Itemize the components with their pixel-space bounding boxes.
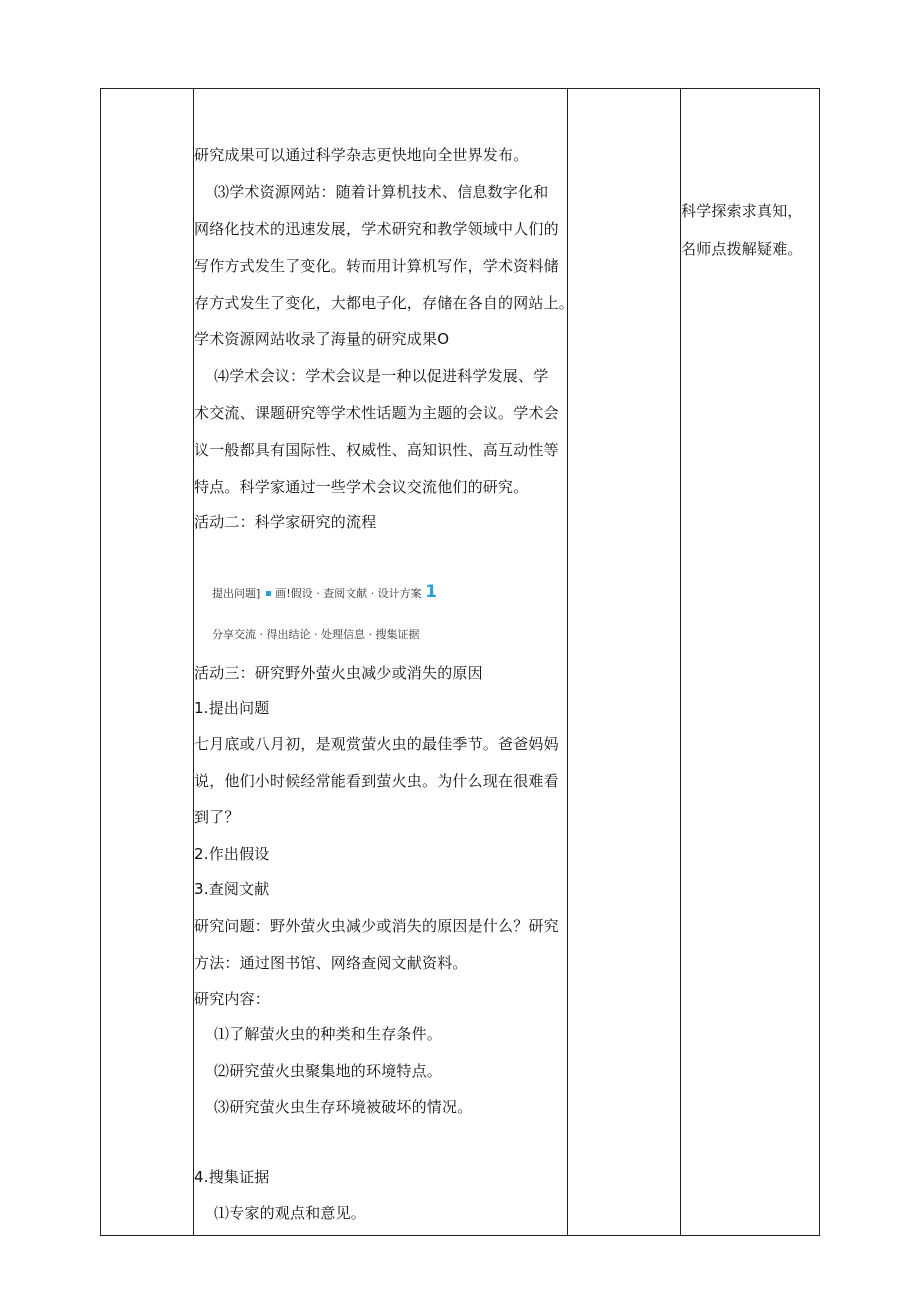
text-line: 到了？ [194,808,240,826]
flow-step-label: 提出问题] [212,587,261,600]
text-line: 方法：通过图书馆、网络查阅文献资料。 [194,954,468,972]
note-line: 名师点拨解疑难。 [681,240,803,258]
lesson-table [100,88,820,1236]
step-heading: 2.作出假设 [194,845,270,863]
text-line: 七月底或八月初，是观赏萤火虫的最佳季节。爸爸妈妈 [194,735,559,753]
text-line: 学术资源网站收录了海量的研究成果O [194,330,450,348]
text-line: 研究内容： [194,990,271,1008]
section-heading: 活动三：研究野外萤火虫减少或消失的原因 [194,664,483,682]
text-line: 术交流、课题研究等学术性话题为主题的会议。学术会 [194,404,559,422]
text-line: 研究成果可以通过科学杂志更快地向全世界发布。 [194,146,529,164]
list-item: ⑶研究萤火虫生存环境被破坏的情况。 [214,1098,473,1116]
note-line: 科学探索求真知， [681,202,803,220]
flow-diagram-row-2: 分享交流 · 得出结论 · 处理信息 · 搜集证据 [212,628,420,641]
text-line: 存方式发生了变化，大都电子化，存储在各自的网站上。 [194,294,575,312]
square-marker-icon [266,591,271,596]
flow-steps-label: 画!假设 · 查阅文献 · 设计方案 [275,587,422,600]
text-line: 说，他们小时候经常能看到萤火虫。为什么现在很难看 [194,772,559,790]
text-line: 研究问题：野外萤火虫减少或消失的原因是什么？研究 [194,917,559,935]
note-cell [681,89,819,1235]
flow-diagram-row-1 [212,582,437,602]
text-line: ⑶学术资源网站：随着计算机技术、信息数字化和 [214,183,549,201]
text-line: 议一般都具有国际性、权威性、高知识性、高互动性等 [194,441,559,459]
step-heading: 4.搜集证据 [194,1168,270,1186]
text-line: 写作方式发生了变化。转而用计算机写作，学术资料储 [194,257,559,275]
content-cell [194,89,575,1235]
step-heading: 1.提出问题 [194,699,270,717]
step-heading: 3.查阅文献 [194,880,270,898]
section-heading: 活动二：科学家研究的流程 [194,513,377,531]
text-line: ⑷学术会议：学术会议是一种以促进科学发展、学 [214,367,549,385]
list-item: ⑴了解萤火虫的种类和生存条件。 [214,1025,443,1043]
list-item: ⑴专家的观点和意见。 [214,1204,367,1222]
text-line: 网络化技术的迅速发展，学术研究和教学领域中人们的 [194,220,559,238]
flow-step-number: 1 [425,582,438,602]
text-line: 特点。科学家通过一些学术会议交流他们的研究。 [194,478,529,496]
list-item: ⑵研究萤火虫聚集地的环境特点。 [214,1062,443,1080]
